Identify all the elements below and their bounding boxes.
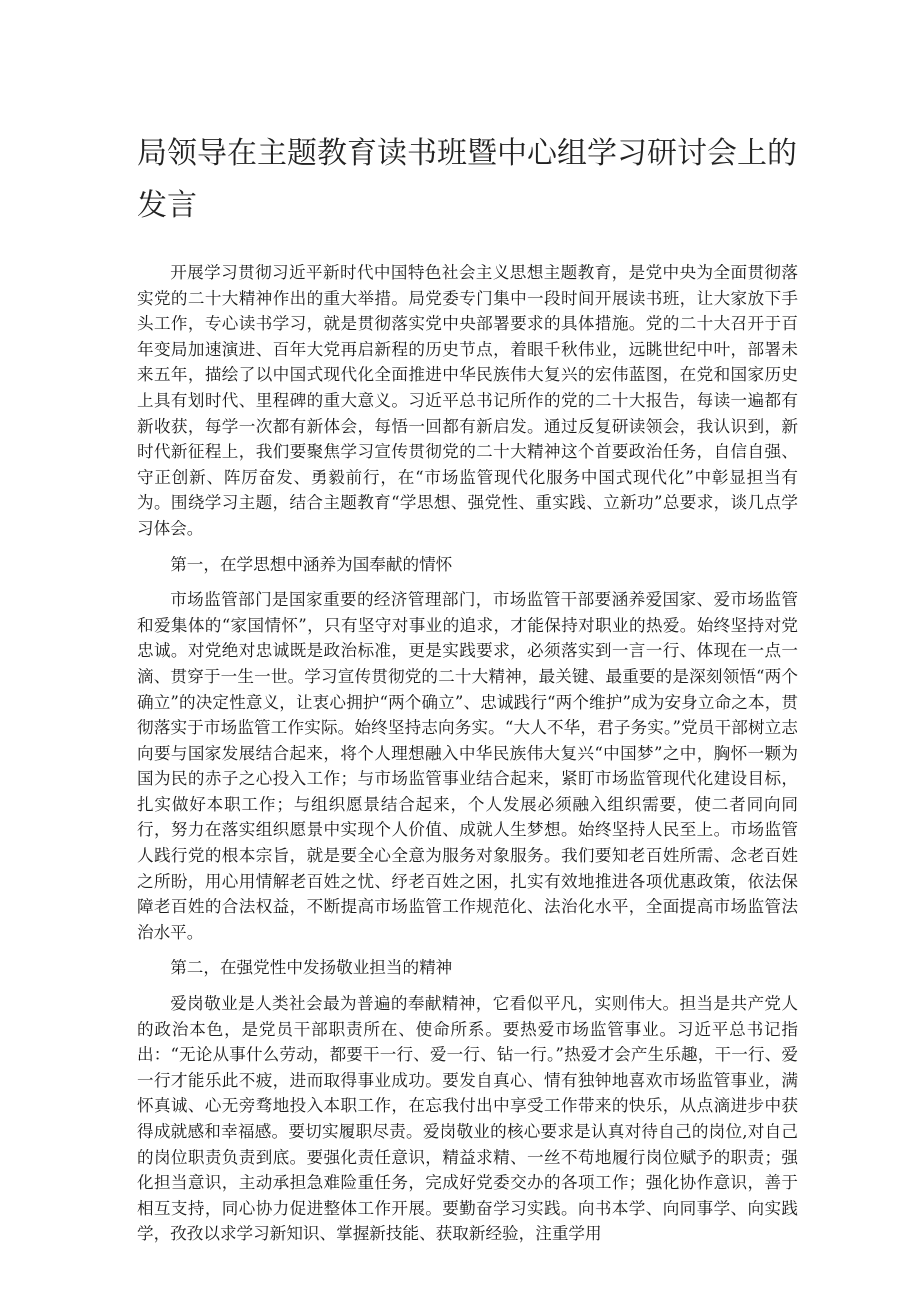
document-title: 局领导在主题教育读书班暨中心组学习研讨会上的发言 [137,136,797,223]
document-page [137,128,798,1247]
section-2-paragraph: 爱岗敬业是人类社会最为普遍的奉献精神，它看似平凡，实则伟大。担当是共产党人的政治本色，是党员干部职责所在、使命所系。要热爱市场监管事业。习近平总书记指出：“无论从事什么劳动，都要干一行、爱一行、钻一行。”热爱才会产生乐趣，干一行、爱一行才能乐此不疲，进而取得事业成功。要发自真心、情有独钟地喜欢市场监管事业，满怀真诚、心无旁骛地投入本职工作，在忘我付出中享受工作带来的快乐，从点滴进步中获得成就感和幸福感。要切实履职尽责。爱岗敬业的核心要求是认真对待自己的岗位,对自己的岗位职责负责到底。要强化责任意识，精益求精、一丝不苟地履行岗位赋予的职责；强化担当意识，主动承担急难险重任务，完成好党委交办的各项工作；强化协作意识，善于相互支持，同心协力促进整体工作开展。要勤奋学习实践。向书本学、向同事学、向实践学，孜孜以求学习新知识、掌握新技能、获取新经验，注重学用 [137,994,798,1244]
section-2-heading: 第二，在强党性中发扬敬业担当的精神 [170,958,453,978]
section-1-paragraph: 市场监管部门是国家重要的经济管理部门，市场监管干部要涵养爱国家、爱市场监管和爱集体的“家国情怀”，只有坚守对事业的追求，才能保持对职业的热爱。始终坚持对党忠诚。对党绝对忠诚既是政治标准，更是实践要求，必须落实到一言一行、体现在一点一滴、贯穿于一生一世。学习宣传贯彻党的二十大精神，最关键、最重要的是深刻领悟“两个确立”的决定性意义，让衷心拥护“两个确立”、忠诚践行“两个维护”成为安身立命之本，贯彻落实于市场监管工作实际。始终坚持志向务实。“大人不华，君子务实。”党员干部树立志向要与国家发展结合起来，将个人理想融入中华民族伟大复兴“中国梦”之中，胸怀一颗为国为民的赤子之心投入工作；与市场监管事业结合起来，紧盯市场监管现代化建设目标，扎实做好本职工作；与组织愿景结合起来，个人发展必须融入组织需要，使二者同向同行，努力在落实组织愿景中实现个人价值、成就人生梦想。始终坚持人民至上。市场监管人践行党的根本宗旨，就是要全心全意为服务对象服务。我们要知老百姓所需、念老百姓之所盼，用心用情解老百姓之忧、纾老百姓之困，扎实有效地推进各项优惠政策，依法保障老百姓的合法权益，不断提高市场监管工作规范化、法治化水平，全面提高市场监管法治水平。 [137,590,798,942]
section-1-heading: 第一，在学思想中涵养为国奉献的情怀 [170,554,453,574]
intro-paragraph: 开展学习贯彻习近平新时代中国特色社会主义思想主题教育，是党中央为全面贯彻落实党的二十大精神作出的重大举措。局党委专门集中一段时间开展读书班，让大家放下手头工作，专心读书学习，就是贯彻落实党中央部署要求的具体措施。党的二十大召开于百年变局加速演进、百年大党再启新程的历史节点，着眼千秋伟业，远眺世纪中叶，部署未来五年，描绘了以中国式现代化全面推进中华民族伟大复兴的宏伟蓝图，在党和国家历史上具有划时代、里程碑的重大意义。习近平总书记所作的党的二十大报告，每读一遍都有新收获，每学一次都有新体会，每悟一回都有新启发。通过反复研读领会，我认识到，新时代新征程上，我们要聚焦学习宣传贯彻党的二十大精神这个首要政治任务，自信自强、守正创新、阵厉奋发、勇毅前行，在“市场监管现代化服务中国式现代化”中彰显担当有为。围绕学习主题，结合主题教育“学思想、强党性、重实践、立新功”总要求，谈几点学习体会。 [137,263,798,538]
